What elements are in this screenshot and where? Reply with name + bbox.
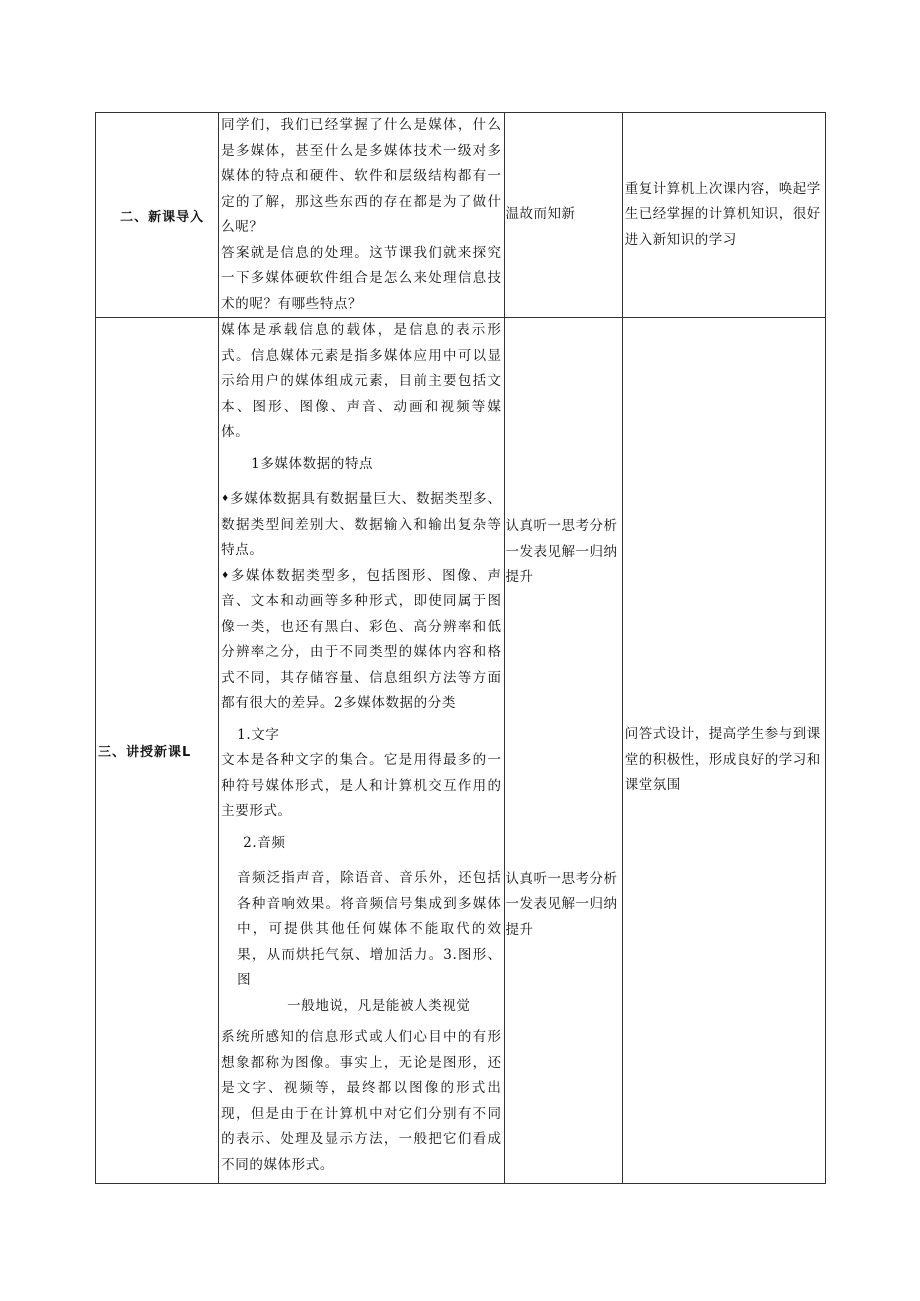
design-intent-cell: 重复计算机上次课内容，唤起学生已经掌握的计算机知识，很好进入新知识的学习 <box>622 113 825 318</box>
paragraph: 同学们，我们已经掌握了什么是媒体，什么是多媒体，甚至什么是多媒体技术一级对多媒体的特点和硬件、软件和层级结构都有一定的了解，那这些东西的存在都是为了做什么呢？ <box>221 117 502 235</box>
intent-text: 问答式设计，提高学生参与到课堂的积极性，形成良好的学习和课堂氛围 <box>624 726 821 793</box>
paragraph: 文本是各种文字的集合。它是用得最多的一种符号媒体形式，是人和计算机交互作用的主要形式。 <box>221 752 502 819</box>
paragraph-text: 多媒体数据类型多，包括图形、图像、声音、文本和动画等多种形式，即使同属于图像一类，也还有黑白、彩色、高分辨率和低分辨率之分，由于不同类型的媒体内容和格式不同，其存储容量、信息组织方法等方面都有很大的差异。2多媒体数据的分类 <box>221 567 502 711</box>
design-intent-cell <box>622 318 825 1184</box>
paragraph: 媒体是承载信息的载体，是信息的表示形式。信息媒体元素是指多媒体应用中可以显示给用户的媒体组成元素，目前主要包括文本、图形、图像、声音、动画和视频等媒体。 <box>221 322 502 440</box>
stage-cell: 三、讲授新课L <box>96 318 219 1184</box>
activity-text: 认真听一思考分析一发表见解一归纳提升 <box>505 870 618 938</box>
bullet-paragraph <box>221 487 501 564</box>
section-heading: 1.文字 <box>237 726 280 743</box>
lesson-plan-table <box>95 112 826 1184</box>
section-heading: 2.音频 <box>243 834 286 851</box>
student-activity-cell: 温故而知新 <box>504 113 622 318</box>
student-activity-cell <box>504 318 622 1184</box>
paragraph: 音频泛指声音，除语音、音乐外，还包括各种音响效果。将音频信号集成到多媒体中，可提供其他任何媒体不能取代的效果，从而烘托气氛、增加活力。3.图形、图 <box>237 870 502 988</box>
stage-cell: 二、新课导入 <box>96 113 219 318</box>
content-cell <box>219 318 504 1184</box>
section-heading: 1多媒体数据的特点 <box>251 455 374 472</box>
bullet-paragraph <box>221 564 501 717</box>
activity-text: 认真听一思考分析一发表见解一归纳提升 <box>505 518 618 585</box>
table-row <box>96 113 826 318</box>
paragraph: 系统所感知的信息形式或人们心目中的有形想象都称为图像。事实上，无论是图形，还是文字、视频等，最终都以图像的形式出现，但是由于在计算机中对它们分别有不同的表示、处理及显示方法，一般把它们看成不同的媒体形式。 <box>221 1029 502 1173</box>
paragraph: 一般地说，凡是能被人类视觉 <box>287 997 471 1014</box>
table-row <box>96 318 826 1184</box>
content-cell <box>219 113 504 318</box>
paragraph: 答案就是信息的处理。这节课我们就来探究一下多媒体硬软件组合是怎么来处理信息技术的呢？有哪些特点？ <box>221 244 502 312</box>
paragraph-text: 多媒体数据具有数据量巨大、数据类型多、数据类型间差别大、数据输入和输出复杂等特点。 <box>221 491 502 558</box>
